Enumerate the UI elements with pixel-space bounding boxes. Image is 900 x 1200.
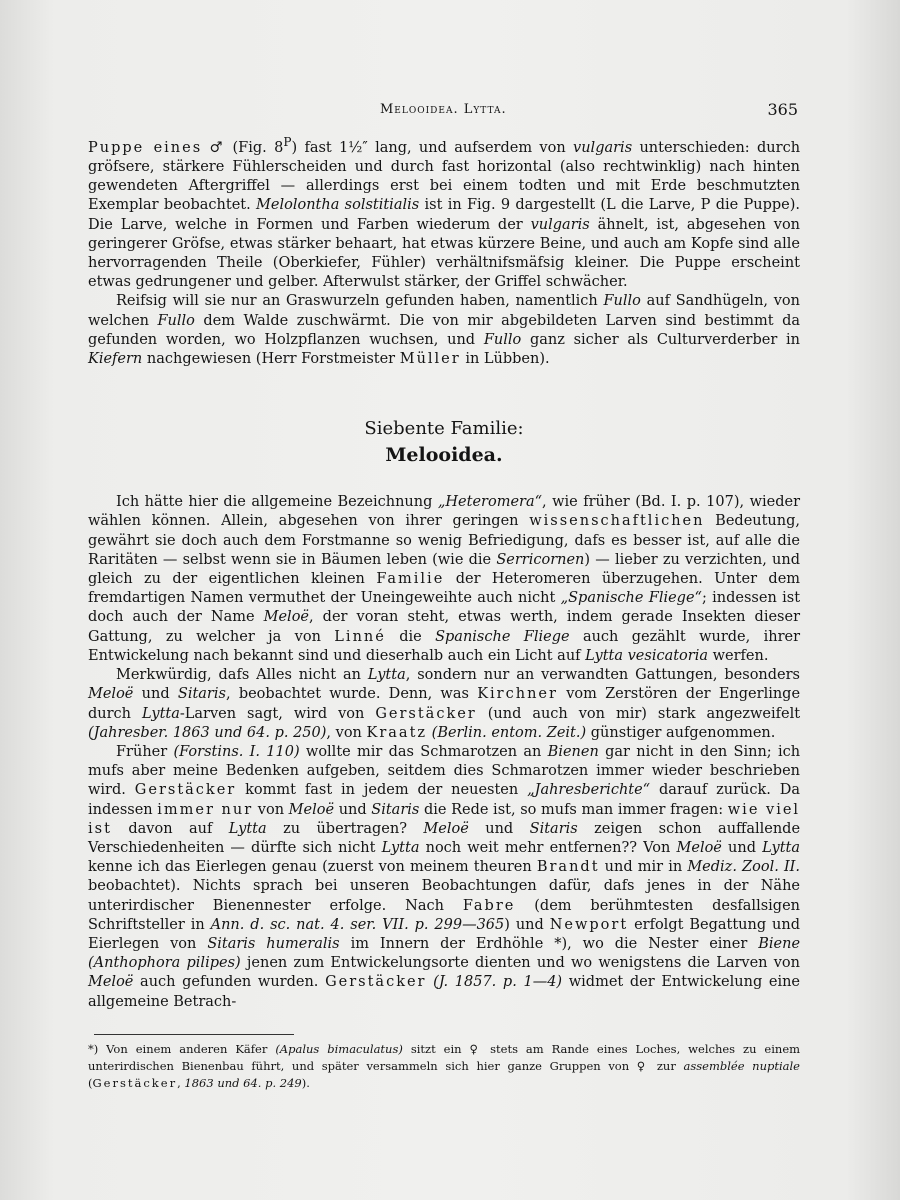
text-span: sitzt ein ♀ stets am Rande eines Loches, welches zu einem unterirdischen Bienenbau führt, und später versammeln sich hier ganze Gruppen von ♀ zur <box>88 1041 801 1073</box>
citation: (Berlin. entom. Zeit.) <box>431 724 587 741</box>
text-span: jenen zum Entwickelungsorte dienten und wo wenigstens die Larven von <box>246 955 800 972</box>
citation: (Jahresber. 1863 und 64. p. 250) <box>88 724 327 741</box>
text-span: widmet der Entwickelung eine allgemeine Betrach- <box>88 974 801 1010</box>
text-span: ähnelt, ist, abgesehen von geringerer Gröfse, etwas stärker behaart, hat etwas kürzere Beine, und auch am Kopfe sind alle hervorragenden Theile (Oberkiefer, Fühler) verhältnifsmäfsig kleiner. Die Puppe erscheint etwas gedrungener und gelber. Afterwulst stärker, der Griffel schwächer. <box>88 216 801 291</box>
text-span: , <box>177 1075 181 1090</box>
person-name: Newport <box>549 916 629 933</box>
text-span: und <box>338 801 367 818</box>
text-span: werfen. <box>712 647 769 664</box>
emphasis-word: Familie <box>376 571 445 588</box>
text-span: unterschieden: durch gröfsere, stärkere Fühlerscheiden und durch fast horizontal (also rechtwinklig) nach hinten gewendeten Aftergriffel — allerdings erst bei einem todten und mit Erde beschmutzten Exemplar beobachtet. <box>88 139 801 214</box>
text-span: , sondern nur an verwandten Gattungen, besonders <box>405 667 801 684</box>
section-family-name: Melooidea. <box>385 444 503 467</box>
paragraph-frueher <box>88 743 800 1012</box>
text-span: (dem berühmtesten desfallsigen Schriftsteller in <box>88 897 800 933</box>
citation: 1863 und 64. p. 249 <box>184 1075 302 1090</box>
species-name: Melolontha solstitialis <box>256 197 420 214</box>
species-name: Sitaris <box>177 686 226 703</box>
species-name: Meloë <box>676 839 722 856</box>
species-name: Kiefern <box>88 351 143 368</box>
paragraph-heteromera <box>88 493 800 666</box>
citation: Mediz. Zool. II. <box>687 859 801 876</box>
quoted-term: „Jahresberichte“ <box>527 782 651 799</box>
footnote <box>88 1041 800 1092</box>
text-span: in Lübben). <box>465 351 550 368</box>
person-name: Gerstäcker <box>92 1075 178 1090</box>
text-span: erfolgt Begattung und Eierlegen von <box>88 916 800 952</box>
running-head: Melooidea. Lytta. <box>380 102 507 117</box>
text-span: ). <box>301 1075 310 1090</box>
text-span: dem Walde zuschwärmt. Die von mir abgebildeten Larven sind bestimmt da gefunden worden, wo Holzpflanzen wuchsen, und <box>88 312 801 348</box>
person-name: Gerstäcker <box>325 974 427 991</box>
text-span: und <box>485 820 514 837</box>
text-span: kommt fast in jedem der neuesten <box>245 782 519 799</box>
text-span: und <box>141 686 170 703</box>
person-name: Brandt <box>536 859 600 876</box>
emphasis-word: immer nur <box>157 801 254 818</box>
section-title: Siebente Familie: <box>364 418 524 440</box>
text-span: Früher <box>116 743 168 760</box>
emphasis-word: wie viel ist <box>88 801 801 837</box>
text-span: von <box>257 801 285 818</box>
text-span: auch gefunden wurden. <box>140 974 319 991</box>
text-span: im Innern der Erdhöhle *), wo die Nester einer <box>350 935 748 952</box>
species-name: Sitaris humeralis <box>207 935 340 952</box>
text-span: und <box>728 839 757 856</box>
person-name: Kraatz <box>366 724 428 741</box>
text-span: Bedeutung, gewährt sie doch auch dem Forstmanne so wenig Befriedigung, dafs es besser ist, auf alle die Raritäten — selbst wenn sie in Bäumen leben (wie die <box>88 513 801 568</box>
text-span: auch gezählt wurde, ihrer Entwickelung nach bekannt sind und dieserhalb auch ein Licht auf <box>88 628 801 664</box>
footnote-divider <box>94 1034 294 1035</box>
page-number: 365 <box>767 100 798 119</box>
text-span: ist in Fig. 9 dargestellt (L die Larve, P die Puppe). Die Larve, welche in Formen und Farben wiederum der <box>88 197 801 233</box>
species-name: Fullo <box>157 312 195 329</box>
text-span: davon auf <box>128 820 213 837</box>
species-name: Serricornen <box>496 551 585 568</box>
species-name: Meloë <box>423 820 469 837</box>
quoted-term: assemblée nuptiale <box>683 1058 800 1073</box>
text-span: zu übertragen? <box>283 820 407 837</box>
text-span: gar nicht in den Sinn; ich mufs aber meine Bedenken aufgeben, seitdem dies Schmarotzen immer wieder beschrieben wird. <box>88 743 801 799</box>
species-name: Fullo <box>483 331 522 348</box>
person-name: Kirchner <box>477 686 558 703</box>
text-span: , von <box>326 724 362 741</box>
species-name: Meloë <box>288 801 335 818</box>
text-span: -Larven sagt, wird von <box>179 705 365 722</box>
quoted-term: „Heteromera“ <box>437 494 543 511</box>
paragraph-merkwuerdig <box>88 666 800 743</box>
text-span: und mir in <box>604 859 683 876</box>
person-name: Linné <box>334 628 386 645</box>
text-span: ♂ (Fig. 8 <box>209 139 284 156</box>
text-span: , wie früher (Bd. I. p. 107), wieder wählen können. Allein, abgesehen von ihrer geringen <box>88 494 801 530</box>
text-span: *) Von einem anderen Käfer <box>88 1041 268 1056</box>
page-header <box>88 100 800 122</box>
person-name: Fabre <box>462 897 516 914</box>
paragraph-puppe <box>88 133 800 292</box>
species-name: Lytta <box>228 820 267 837</box>
text-span: der Heteromeren überzugehen. Unter dem fremdartigen Namen vermuthet der Uneingeweihte auch nicht <box>88 571 801 607</box>
emphasis-word: wissenschaftlichen <box>529 513 705 530</box>
text-span: Puppe eines <box>88 139 203 156</box>
species-name: Biene (Anthophora pilipes) <box>88 935 801 972</box>
text-span: ) — lieber zu verzichten, und gleich zu der eigentlichen kleinen <box>88 551 801 588</box>
text-span: ( <box>88 1075 93 1090</box>
text-span: , beobachtet wurde. Denn, was <box>225 686 469 703</box>
person-name: Gerstäcker <box>375 705 477 722</box>
quoted-term: „Spanische Fliege“ <box>560 590 702 607</box>
text-span: nachgewiesen (Herr Forstmeister <box>146 351 396 368</box>
citation: Ann. d. sc. nat. 4. ser. VII. p. 299—365 <box>210 916 505 933</box>
species-name: Lytta vesicatoria <box>585 647 709 664</box>
species-name: Meloë <box>88 974 134 991</box>
species-name: Bienen <box>547 743 599 760</box>
species-name: Lytta <box>762 839 801 856</box>
citation: (Forstins. I. 110) <box>173 743 300 760</box>
text-span: Reifsig will sie nur an Graswurzeln gefunden haben, namentlich <box>116 293 598 310</box>
species-name: Sitaris <box>529 820 578 837</box>
text-span: ganz sicher als Culturverderber in <box>529 331 800 348</box>
text-span: kenne ich das Eierlegen genau (zuerst von meinem theuren <box>88 859 532 876</box>
species-name: Lytta <box>367 667 406 684</box>
species-name: Meloë <box>263 609 310 626</box>
species-name: Fullo <box>603 293 641 310</box>
text-span: darauf zurück. Da indessen <box>88 782 801 818</box>
citation: (J. 1857. p. 1—4) <box>433 974 563 991</box>
text-span: Ich hätte hier die allgemeine Bezeichnung <box>116 494 433 511</box>
text-span: wollte mir das Schmarotzen an <box>305 743 542 760</box>
species-name: Spanische Fliege <box>435 628 570 645</box>
text-span: auf Sandhügeln, von welchen <box>88 293 800 329</box>
page-body <box>88 133 800 1092</box>
text-span: vom Zerstören der Engerlinge durch <box>88 686 801 722</box>
species-name: vulgaris <box>573 139 633 156</box>
species-name: Meloë <box>88 686 134 703</box>
text-span: ) fast 1½″ lang, und aufserdem von <box>291 139 566 156</box>
text-span: ; indessen ist doch auch der Name <box>88 590 801 626</box>
species-name: (Apalus bimaculatus) <box>275 1041 403 1056</box>
text-span: ) und <box>504 916 544 933</box>
text-span: die <box>399 628 422 645</box>
paragraph-reifsig <box>88 292 800 369</box>
text-span: , der voran steht, etwas werth, indem gerade Insekten dieser Gattung, zu welcher ja von <box>88 609 800 645</box>
text-span: (und auch von mir) stark angezweifelt <box>487 705 801 722</box>
species-name: Lytta <box>381 839 420 856</box>
species-name: Lytta <box>142 705 180 722</box>
text-span: die Rede ist, so mufs man immer fragen: <box>423 801 724 818</box>
species-name: Sitaris <box>371 801 420 818</box>
text-span: Merkwürdig, dafs Alles nicht an <box>116 667 361 684</box>
figure-superscript: P <box>283 135 292 149</box>
text-span: beobachtet). Nichts sprach bei unseren Beobachtungen dafür, dafs jenes in der Nähe unterirdischer Bienennester erfolge. Nach <box>88 878 800 914</box>
text-span: zeigen schon auffallende Verschiedenheiten — dürfte sich nicht <box>88 820 801 856</box>
person-name: Müller <box>399 351 461 368</box>
text-span: günstiger aufgenommen. <box>590 724 776 741</box>
person-name: Gerstäcker <box>134 782 237 799</box>
species-name: vulgaris <box>530 216 590 233</box>
text-span: noch weit mehr entfernen?? Von <box>425 839 671 856</box>
